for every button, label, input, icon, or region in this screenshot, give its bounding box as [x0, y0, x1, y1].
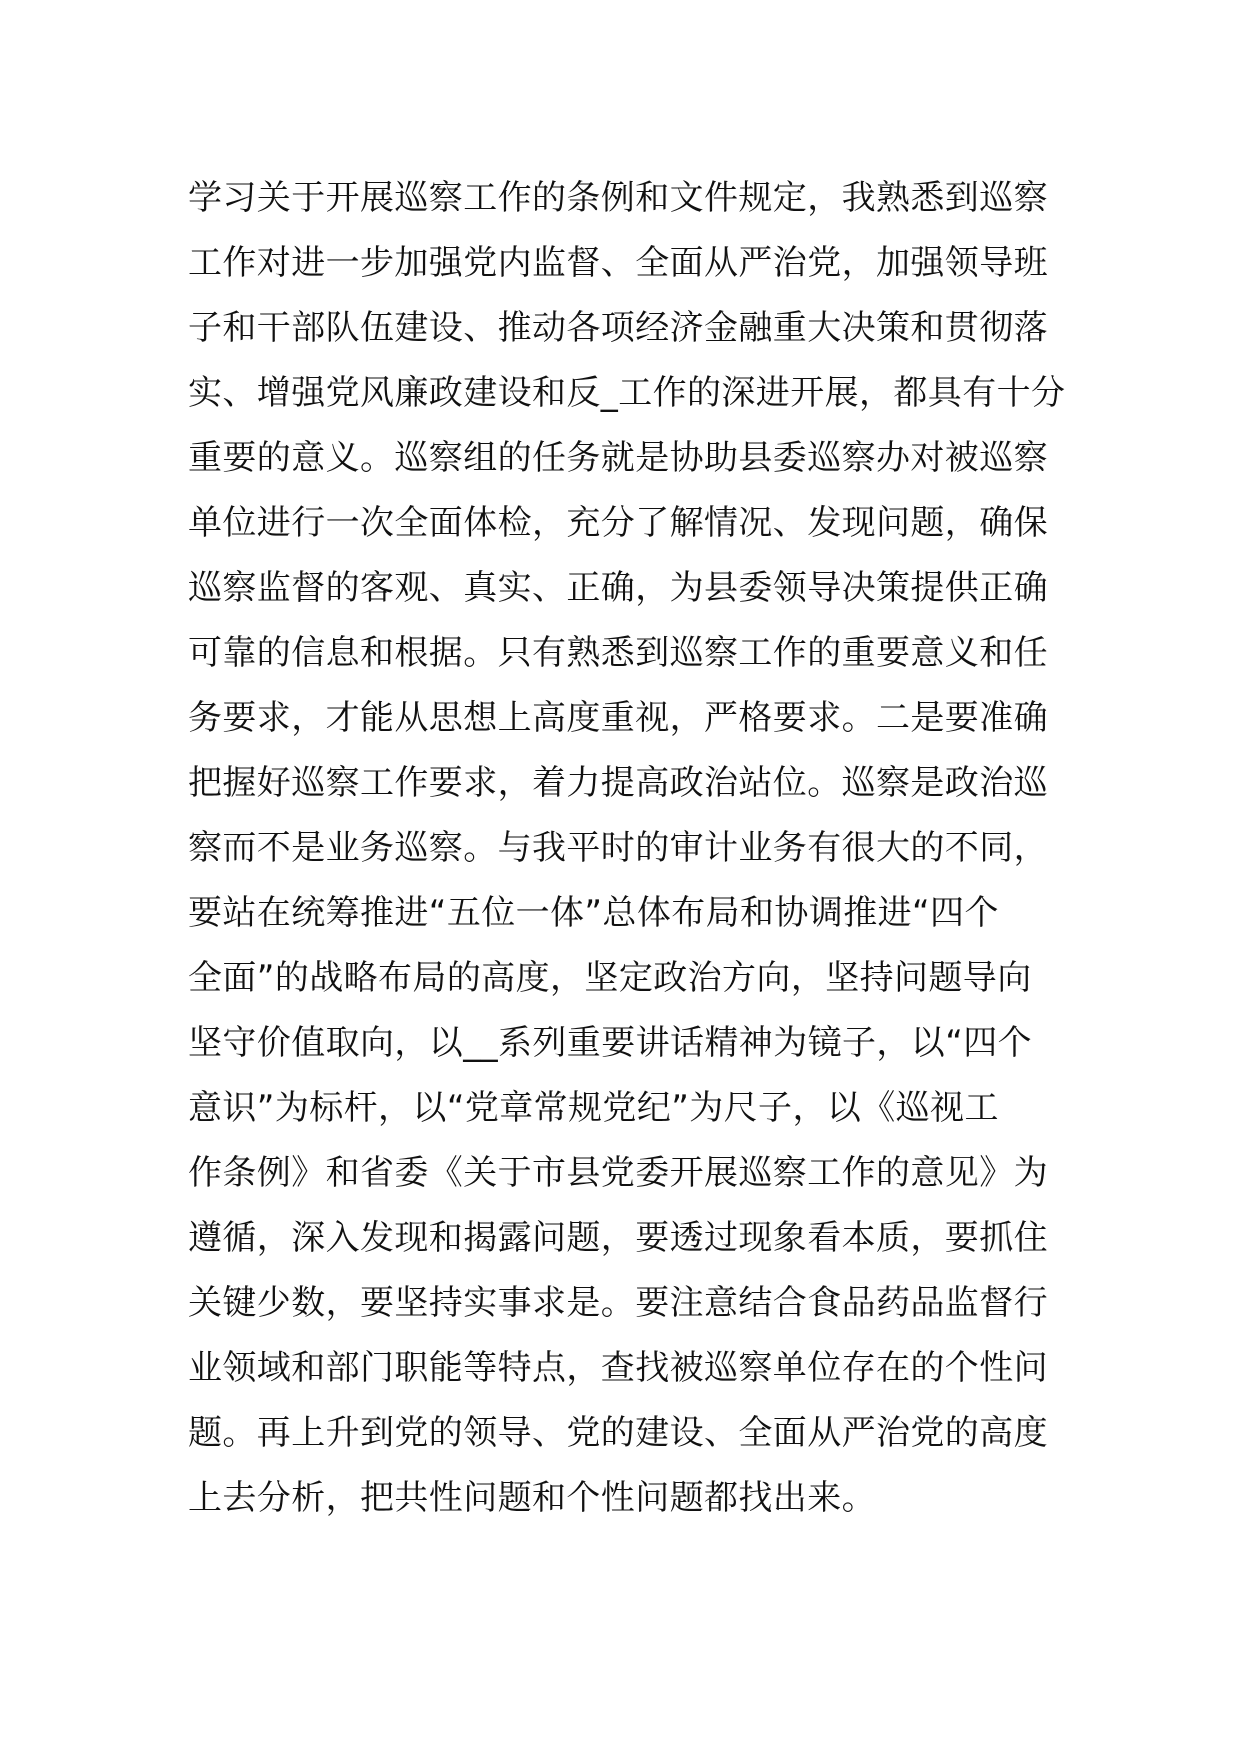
text-line: 遵循，深入发现和揭露问题，要透过现象看本质，要抓住 [188, 1218, 1048, 1258]
text-line: 巡察监督的客观、真实、正确，为县委领导决策提供正确 [188, 568, 1048, 608]
text-line: 可靠的信息和根据。只有熟悉到巡察工作的重要意义和任 [188, 633, 1048, 673]
text-line: 上去分析，把共性问题和个性问题都找出来。 [188, 1478, 876, 1518]
text-line: 坚守价值取向，以__系列重要讲话精神为镜子，以“四个 [188, 1023, 1033, 1063]
text-line: 业领域和部门职能等特点，查找被巡察单位存在的个性问 [188, 1348, 1048, 1388]
text-line: 子和干部队伍建设、推动各项经济金融重大决策和贯彻落 [188, 308, 1048, 348]
text-line: 把握好巡察工作要求，着力提高政治站位。巡察是政治巡 [188, 763, 1048, 803]
text-line: 学习关于开展巡察工作的条例和文件规定，我熟悉到巡察 [188, 178, 1048, 218]
text-line: 单位进行一次全面体检，充分了解情况、发现问题，确保 [188, 503, 1048, 543]
text-line: 题。再上升到党的领导、党的建设、全面从严治党的高度 [188, 1413, 1048, 1453]
text-line: 务要求，才能从思想上高度重视，严格要求。二是要准确 [188, 698, 1048, 738]
text-line: 察而不是业务巡察。与我平时的审计业务有很大的不同， [188, 828, 1048, 868]
text-line: 实、增强党风廉政建设和反_工作的深进开展，都具有十分 [188, 373, 1066, 413]
text-line: 意识”为标杆，以“党章常规党纪”为尺子，以《巡视工 [188, 1088, 999, 1128]
text-line: 工作对进一步加强党内监督、全面从严治党，加强领导班 [188, 243, 1048, 283]
text-line: 要站在统筹推进“五位一体”总体布局和协调推进“四个 [188, 893, 999, 933]
text-line: 作条例》和省委《关于市县党委开展巡察工作的意见》为 [188, 1153, 1048, 1193]
text-line: 重要的意义。巡察组的任务就是协助县委巡察办对被巡察 [188, 438, 1048, 478]
body-paragraph [188, 166, 1068, 1531]
text-line: 关键少数，要坚持实事求是。要注意结合食品药品监督行 [188, 1283, 1048, 1323]
text-line: 全面”的战略布局的高度，坚定政治方向，坚持问题导向 [188, 958, 1032, 998]
